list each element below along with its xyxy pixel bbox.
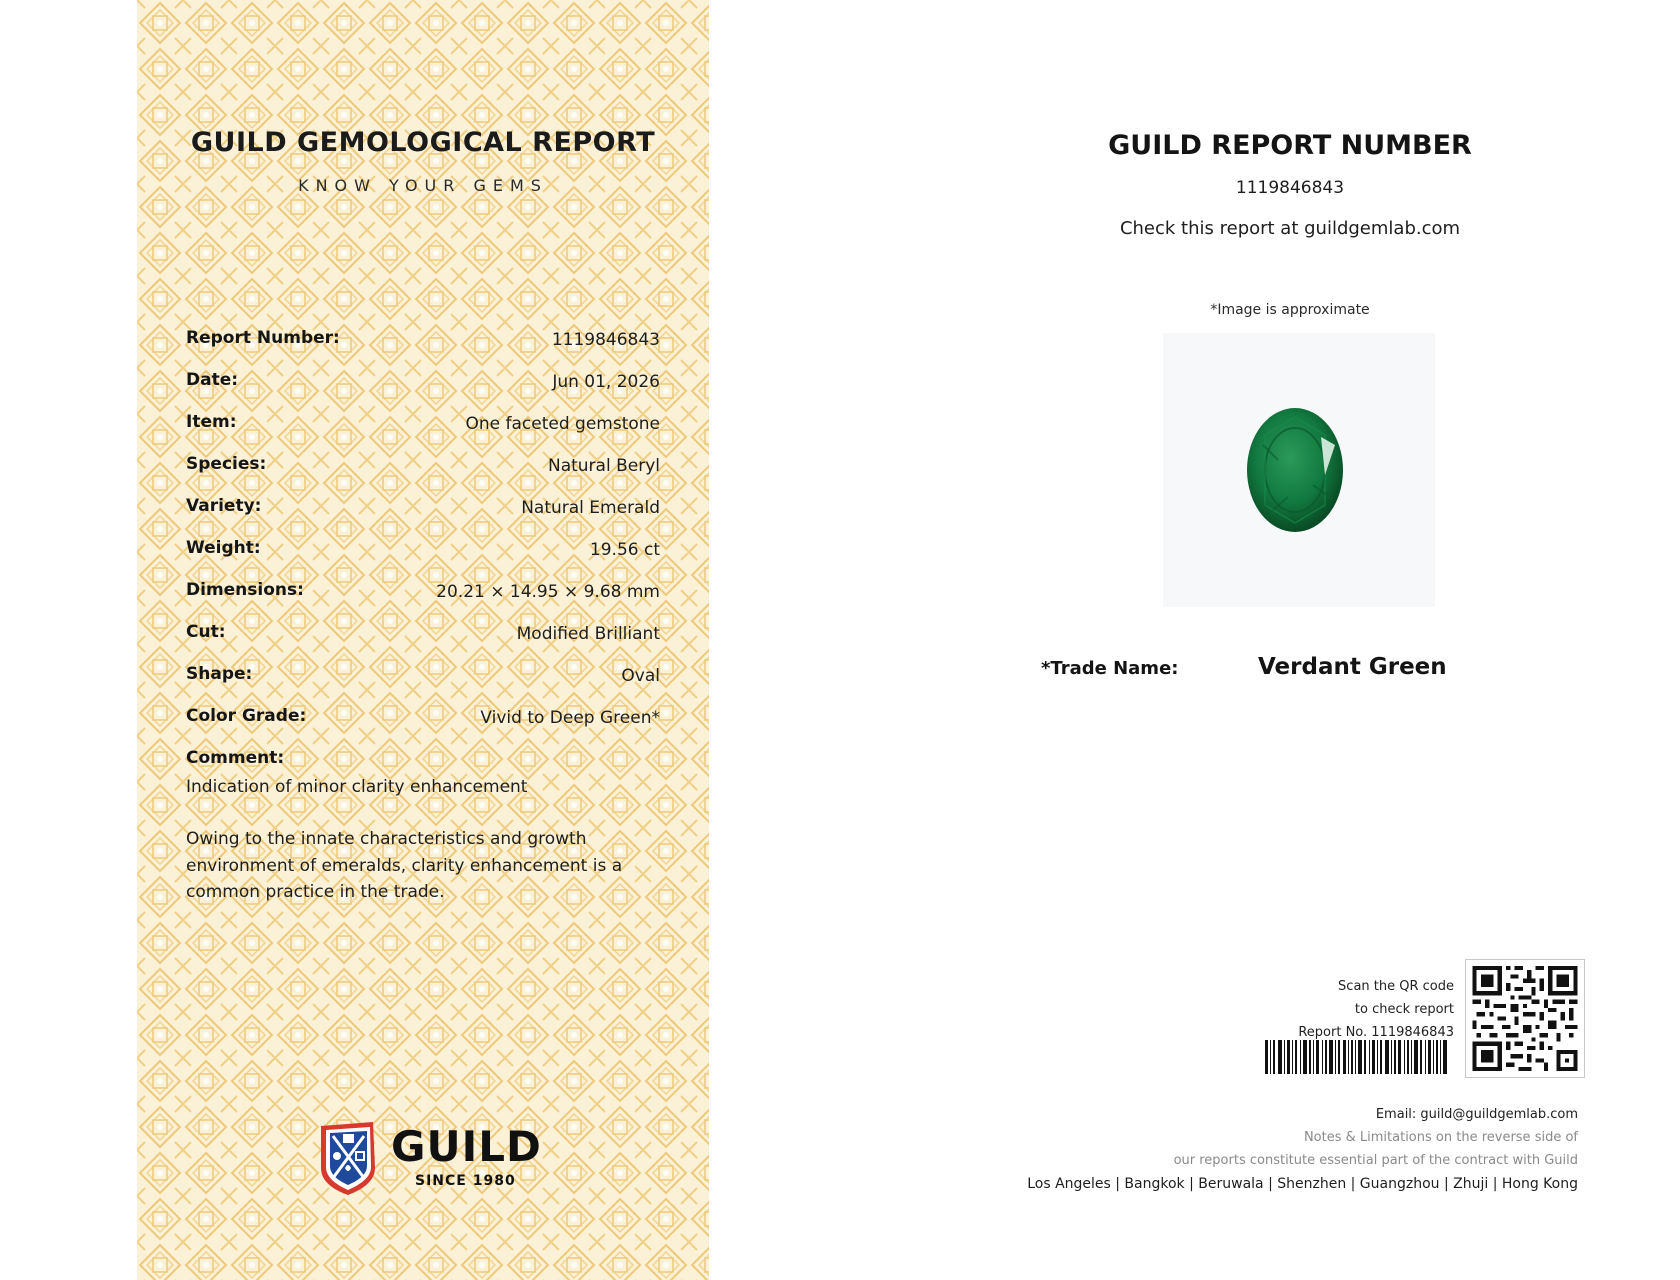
check-report-text: Check this report at guildgemlab.com — [1119, 218, 1461, 239]
notes-line-1: Notes & Limitations on the reverse side of — [1303, 1130, 1578, 1145]
field-date — [186, 370, 660, 412]
field-value: One faceted gemstone — [465, 414, 660, 434]
field-value: 19.56 ct — [589, 540, 660, 560]
comment-label: Comment: — [186, 748, 285, 768]
oval-emerald-image — [1243, 405, 1347, 535]
comment-text: Indication of minor clarity enhancement — [186, 777, 528, 797]
field-variety — [186, 496, 660, 538]
trade-name-value: Verdant Green — [1258, 654, 1447, 680]
shield-crest-icon — [317, 1120, 379, 1196]
gem-image-frame — [1163, 333, 1435, 607]
field-dimensions — [186, 580, 660, 622]
field-value: Natural Beryl — [547, 456, 660, 476]
field-species — [186, 454, 660, 496]
field-value: 1119846843 — [551, 330, 660, 350]
field-item — [186, 412, 660, 454]
qr-code[interactable] — [1465, 959, 1585, 1078]
field-label: Shape: — [186, 664, 253, 684]
image-approx-note: *Image is approximate — [1210, 302, 1370, 318]
field-value: Vivid to Deep Green* — [480, 708, 660, 728]
field-label: Weight: — [186, 538, 261, 558]
certificate-subtitle: KNOW YOUR GEMS — [298, 176, 548, 195]
report-number-value: 1119846843 — [1235, 178, 1345, 198]
field-value: Modified Brilliant — [516, 624, 660, 644]
field-cut — [186, 622, 660, 664]
field-label: Color Grade: — [186, 706, 307, 726]
field-label: Item: — [186, 412, 237, 432]
office-locations: Los Angeles | Bangkok | Beruwala | Shenzhen | Guangzhou | Zhuji | Hong Kong — [1027, 1176, 1578, 1192]
field-label: Cut: — [186, 622, 226, 642]
field-label: Dimensions: — [186, 580, 304, 600]
contact-email: Email: guild@guildgemlab.com — [1375, 1107, 1578, 1122]
field-label: Variety: — [186, 496, 262, 516]
scan-instruction-line1: Scan the QR code — [1338, 979, 1454, 994]
notes-line-2: our reports constitute essential part of the contract with Guild — [1173, 1153, 1578, 1168]
certificate-title: GUILD GEMOLOGICAL REPORT — [190, 127, 656, 158]
qr-code-icon — [1472, 966, 1578, 1071]
report-number-title: GUILD REPORT NUMBER — [1108, 130, 1472, 161]
field-label: Species: — [186, 454, 267, 474]
trade-name-label: *Trade Name: — [1041, 658, 1179, 679]
logo-since: SINCE 1980 — [415, 1173, 516, 1189]
field-shape — [186, 664, 660, 706]
field-label: Report Number: — [186, 328, 340, 348]
field-value: Oval — [621, 666, 660, 686]
scan-report-number: Report No. 1119846843 — [1298, 1025, 1454, 1040]
logo-wordmark: GUILD — [391, 1122, 542, 1171]
guild-logo — [317, 1120, 557, 1200]
field-label: Date: — [186, 370, 239, 390]
certificate-panel — [137, 0, 709, 1280]
field-value: 20.21 × 14.95 × 9.68 mm — [436, 582, 660, 602]
field-value: Jun 01, 2026 — [552, 372, 660, 392]
scan-instruction-line2: to check report — [1354, 1002, 1454, 1017]
barcode-icon — [1265, 1040, 1447, 1074]
enhancement-note: Owing to the innate characteristics and growth environment of emeralds, clarity enhancement is a common practice in the trade. — [186, 829, 623, 902]
certificate-fields — [186, 328, 660, 748]
field-report-number — [186, 328, 660, 370]
field-color-grade — [186, 706, 660, 748]
field-value: Natural Emerald — [521, 498, 660, 518]
field-weight — [186, 538, 660, 580]
